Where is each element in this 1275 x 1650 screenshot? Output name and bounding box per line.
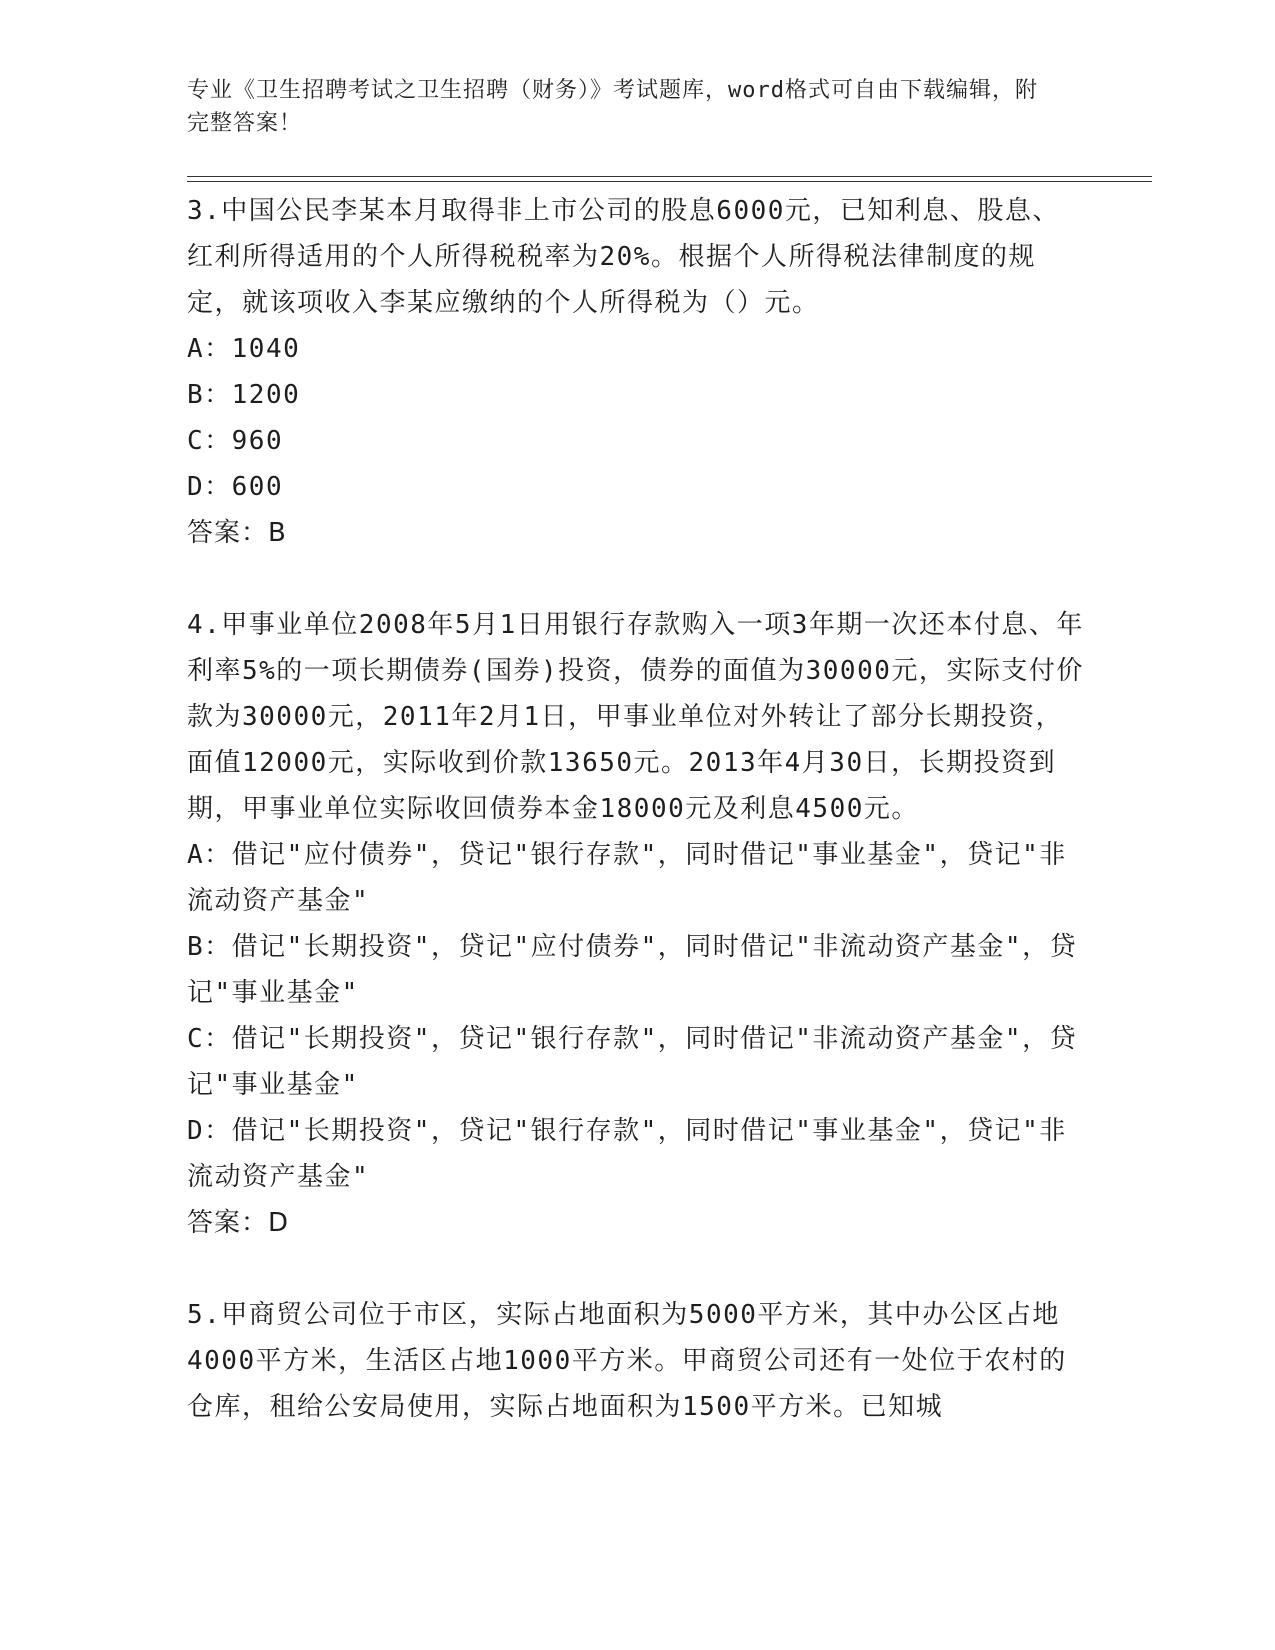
option-b: B：借记"长期投资"，贷记"应付债券"，同时借记"非流动资产基金"，贷记"事业基金" [187,932,1078,1008]
question-list [187,188,1087,1430]
option-a: A：1040 [187,334,301,364]
question-spacer [187,556,1087,602]
header-rule-bottom [187,181,1152,182]
answer-label: 答案：B [187,518,287,548]
question-stem: 5.甲商贸公司位于市区，实际占地面积为5000平方米，其中办公区占地4000平方米，生活区占地1000平方米。甲商贸公司还有一处位于农村的仓库，租给公安局使用，实际占地面积为1500平方米。已知城 [187,1300,1067,1422]
answer-label: 答案：D [187,1208,290,1238]
question-4 [187,602,1087,1246]
option-a: A：借记"应付债券"，贷记"银行存款"，同时借记"事业基金"，贷记"非流动资产基金" [187,840,1067,916]
question-spacer [187,1246,1087,1292]
option-d: D：600 [187,472,284,502]
option-c: C：借记"长期投资"，贷记"银行存款"，同时借记"非流动资产基金"，贷记"事业基金" [187,1024,1078,1100]
document-header: 专业《卫生招聘考试之卫生招聘（财务）》考试题库，word格式可自由下载编辑，附完整答案！ [187,78,1038,136]
header-rule-top [187,176,1152,177]
question-5 [187,1292,1087,1430]
option-b: B：1200 [187,380,301,410]
question-3 [187,188,1087,556]
question-stem: 3.中国公民李某本月取得非上市公司的股息6000元，已知利息、股息、红利所得适用的个人所得税税率为20%。根据个人所得税法律制度的规定，就该项收入李某应缴纳的个人所得税为（）元。 [187,196,1060,318]
question-stem: 4.甲事业单位2008年5月1日用银行存款购入一项3年期一次还本付息、年利率5%的一项长期债券(国券)投资，债券的面值为30000元，实际支付价款为30000元，2011年2月1日，甲事业单位对外转让了部分长期投资，面值12000元，实际收到价款13650元。2013年4月30日，长期投资到期，甲事业单位实际收回债券本金18000元及利息4500元。 [187,610,1084,824]
option-c: C：960 [187,426,284,456]
option-d: D：借记"长期投资"，贷记"银行存款"，同时借记"事业基金"，贷记"非流动资产基金" [187,1116,1067,1192]
